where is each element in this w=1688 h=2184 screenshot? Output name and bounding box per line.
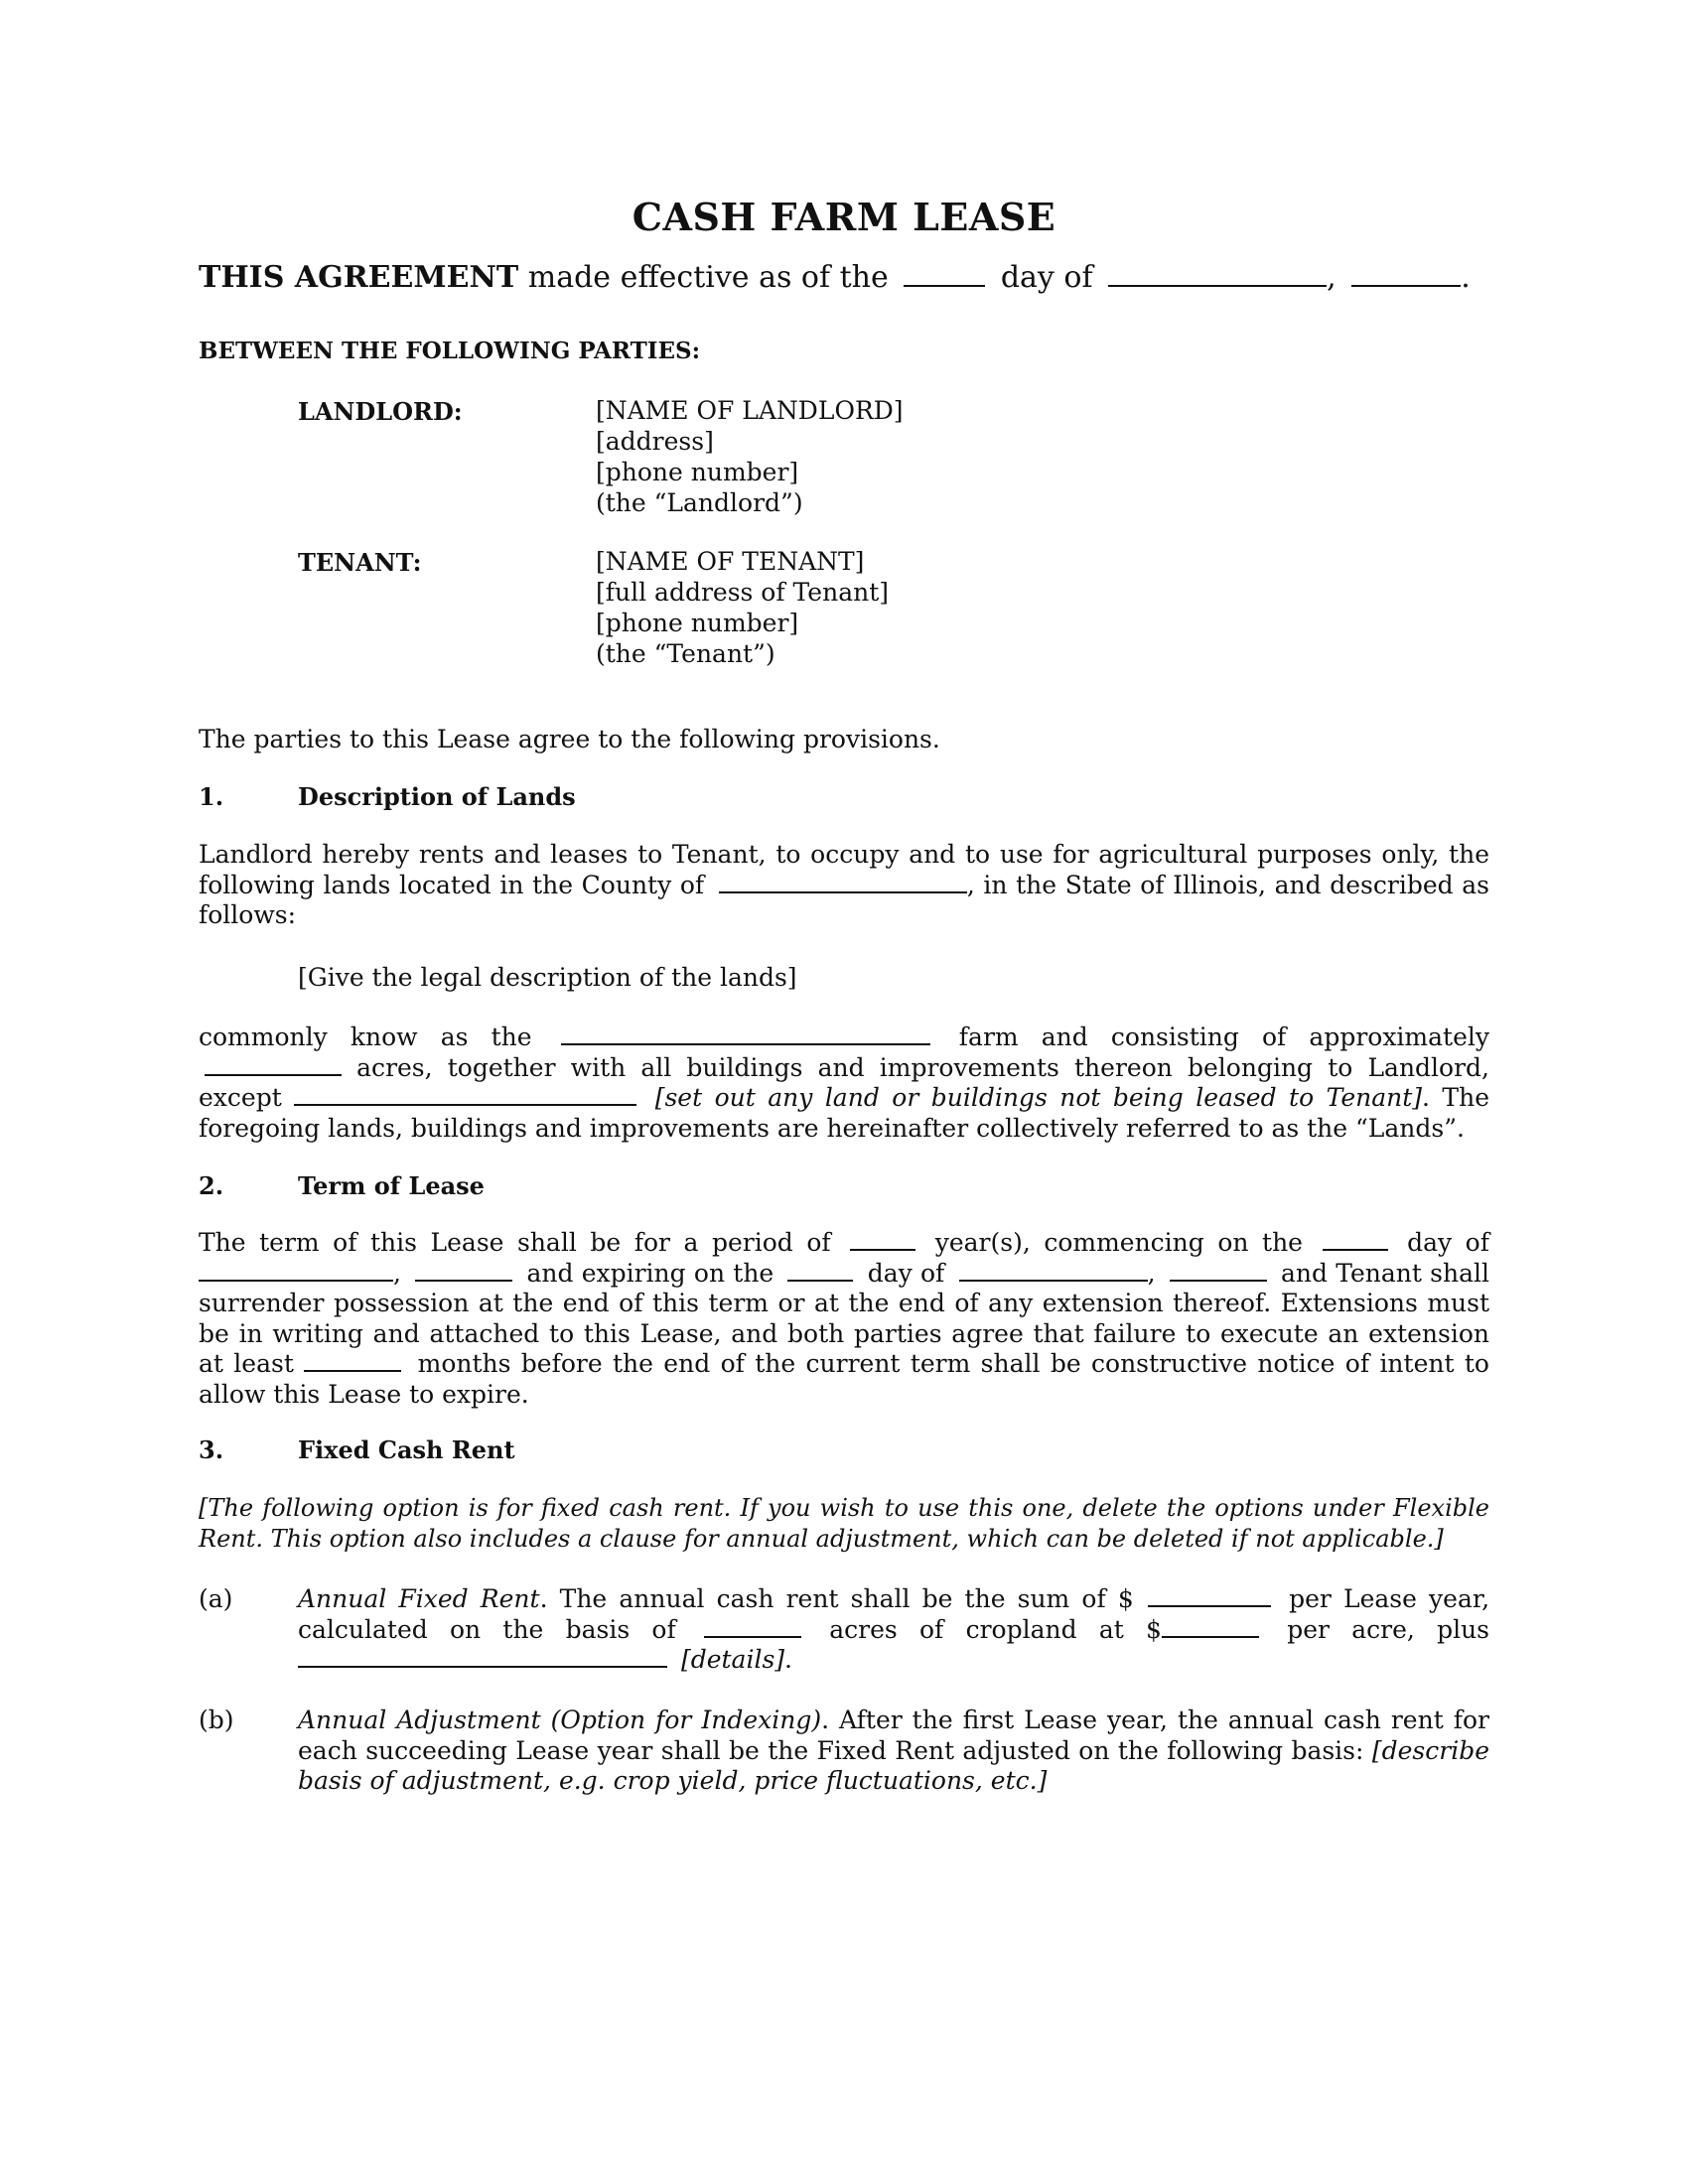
landlord-label: LANDLORD:: [298, 397, 463, 426]
section-1-paragraph-2: [199, 1023, 1489, 1144]
blank-details: [298, 1665, 667, 1668]
tenant-line: [phone number]: [596, 609, 799, 637]
section-title: Fixed Cash Rent: [298, 1435, 515, 1464]
agreement-lead: THIS AGREEMENT: [199, 260, 519, 295]
agreement-comma: ,: [1327, 260, 1336, 295]
paragraph-text: months before the end of the current term shall be constructive notice of intent to allow this Lease to expire.: [199, 1349, 1489, 1409]
agreement-line: [199, 260, 1471, 295]
tenant-line: [full address of Tenant]: [596, 578, 889, 607]
clause-title: Annual Adjustment (Option for Indexing): [298, 1706, 822, 1734]
blank-start-year: [415, 1279, 512, 1282]
paragraph-text: .: [784, 1645, 792, 1674]
clause-annual-fixed-rent: [298, 1584, 1489, 1676]
tenant-line: (the “Tenant”): [596, 639, 775, 668]
section-title: Term of Lease: [298, 1171, 485, 1200]
paragraph-text: year(s), commencing on the: [934, 1228, 1303, 1257]
tenant-details: [596, 546, 889, 669]
paragraph-text: day of: [1407, 1228, 1489, 1257]
landlord-line: [NAME OF LANDLORD]: [596, 396, 904, 425]
legal-description-placeholder: [Give the legal description of the lands]: [298, 963, 797, 992]
paragraph-text: and Tenant shall surrender possession at the end of this term or at the end of any extension thereof. Extensions must be in writing and attached to this Lease, and both parties agree that failure to execute an extension at least: [199, 1258, 1490, 1378]
paragraph-text: , in the State of Illinois, and described as follows:: [199, 870, 1489, 929]
section-2-paragraph: [199, 1228, 1489, 1410]
blank-start-month: [199, 1279, 393, 1282]
section-1-paragraph-1: [199, 840, 1489, 931]
between-heading: BETWEEN THE FOLLOWING PARTIES:: [199, 338, 701, 364]
blank-end-day: [787, 1279, 853, 1282]
landlord-details: [596, 395, 904, 518]
paragraph-text: acres, together with all buildings and improvements thereon belonging to Landlord, except: [199, 1052, 1489, 1112]
tenant-line: [NAME OF TENANT]: [596, 547, 865, 576]
paragraph-text: per Lease year, calculated on the basis of: [298, 1584, 1490, 1644]
paragraph-text: ,: [1147, 1258, 1156, 1288]
tenant-label: TENANT:: [298, 548, 422, 577]
agreement-text: made effective as of the: [527, 260, 889, 295]
landlord-line: (the “Landlord”): [596, 488, 803, 517]
section-number: 1.: [199, 782, 224, 811]
section-number: 3.: [199, 1435, 224, 1464]
blank-notice-months: [304, 1369, 401, 1372]
paragraph-text: The term of this Lease shall be for a period of: [199, 1228, 831, 1257]
blank-start-day: [1323, 1248, 1388, 1251]
document-title: CASH FARM LEASE: [632, 195, 1056, 239]
blank-county: [719, 890, 967, 893]
blank-year: [1351, 284, 1461, 287]
adjustment-instruction: [describe basis of adjustment, e.g. crop yield, price fluctuations, etc.]: [298, 1735, 1489, 1795]
paragraph-text: and expiring on the: [526, 1258, 774, 1288]
blank-acres-cropland: [704, 1635, 801, 1638]
paragraph-text: farm and consisting of approximately: [958, 1023, 1489, 1051]
paragraph-text: ,: [393, 1258, 401, 1288]
blank-term-years: [850, 1248, 915, 1251]
blank-rate-per-acre: [1162, 1635, 1259, 1638]
paragraph-text: Landlord hereby rents and leases to Tenant, to occupy and to use for agricultural purposes only, the following lands located in the County of: [199, 840, 1489, 899]
clause-title: Annual Fixed Rent: [298, 1584, 540, 1613]
blank-farm-name: [561, 1042, 930, 1045]
exceptions-instruction: [set out any land or buildings not being leased to Tenant]: [654, 1083, 1423, 1112]
blank-end-year: [1170, 1279, 1267, 1282]
blank-end-month: [959, 1279, 1148, 1282]
paragraph-text: acres of cropland at $: [829, 1614, 1162, 1644]
fixed-rent-instruction: [The following option is for fixed cash rent. If you wish to use this one, delete the options under Flexible Rent. This option also includes a clause for annual adjustment, which can be deleted if not applicable.]: [199, 1494, 1489, 1553]
agreement-period: .: [1461, 260, 1471, 295]
blank-month: [1108, 284, 1327, 287]
blank-exceptions: [294, 1103, 636, 1106]
blank-acres: [205, 1073, 342, 1076]
paragraph-text: day of: [867, 1258, 945, 1288]
details-instruction: [details]: [680, 1645, 785, 1674]
intro-paragraph: The parties to this Lease agree to the following provisions.: [199, 725, 940, 753]
clause-label: (a): [199, 1584, 233, 1613]
section-number: 2.: [199, 1171, 224, 1200]
landlord-line: [address]: [596, 427, 714, 456]
blank-rent-amount: [1148, 1604, 1271, 1607]
section-title: Description of Lands: [298, 782, 576, 811]
landlord-line: [phone number]: [596, 458, 799, 486]
clause-annual-adjustment: [298, 1706, 1489, 1797]
paragraph-text: . The foregoing lands, buildings and improvements are hereinafter collectively referred to as the “Lands”.: [199, 1083, 1490, 1143]
blank-day: [904, 284, 985, 287]
paragraph-text: commonly know as the: [199, 1023, 532, 1051]
paragraph-text: . After the first Lease year, the annual cash rent for each succeeding Lease year shall be the Fixed Rent adjusted on the following basis:: [298, 1706, 1489, 1765]
paragraph-text: per acre, plus: [1287, 1614, 1490, 1644]
paragraph-text: . The annual cash rent shall be the sum of $: [539, 1584, 1134, 1613]
clause-label: (b): [199, 1706, 234, 1734]
agreement-text: day of: [1000, 260, 1093, 295]
